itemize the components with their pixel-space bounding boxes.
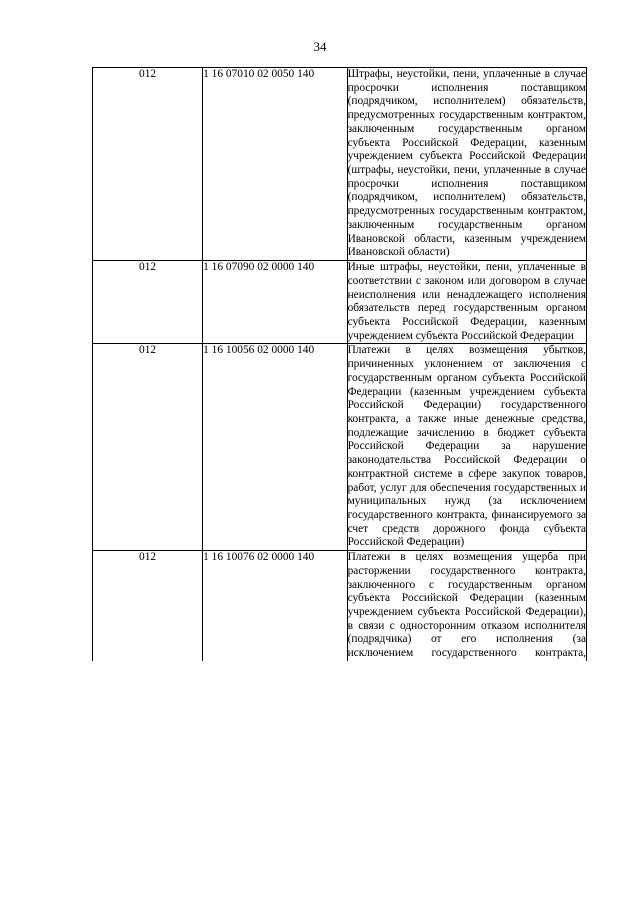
admin-code-cell: 012 <box>93 551 203 661</box>
kbk-code-cell: 1 16 07010 02 0050 140 <box>203 68 347 261</box>
admin-code-cell: 012 <box>93 344 203 551</box>
revenue-name-cell: Иные штрафы, неустойки, пени, уплаченные в соответствии с законом или договором в случае неисполнения или ненадлежащего исполнения обязательств перед государственным органом субъекта Российской Федерации, казенным учреждением субъекта Российской Федерации <box>347 261 586 344</box>
revenue-name-cell: Платежи в целях возмещения убытков, причиненных уклонением от заключения с государственным органом субъекта Российской Федерации (казенным учреждением субъекта Российской Федерации) государственного контракта, а также иные денежные средства, подлежащие зачислению в бюджет субъекта Российской Федерации за нарушение законодательства Российской Федерации о контрактной системе в сфере закупок товаров, работ, услуг для обеспечения государственных и муниципальных нужд (за исключением государственного контракта, финансируемого за счет средств дорожного фонда субъекта Российской Федерации) <box>347 344 586 551</box>
kbk-code-cell: 1 16 07090 02 0000 140 <box>203 261 347 344</box>
admin-code-cell: 012 <box>93 261 203 344</box>
admin-code-cell: 012 <box>93 68 203 261</box>
table-row <box>93 551 587 661</box>
revenue-name-cell: Платежи в целях возмещения ущерба при расторжении государственного контракта, заключенного с государственным органом субъекта Российской Федерации (казенным учреждением субъекта Российской Федерации), в связи с односторонним отказом исполнителя (подрядчика) от его исполнения (за исключением государственного контракта, <box>347 551 586 660</box>
table-row <box>93 261 587 344</box>
table-row <box>93 344 587 551</box>
kbk-code-cell: 1 16 10076 02 0000 140 <box>203 551 347 661</box>
revenue-name-cell: Штрафы, неустойки, пени, уплаченные в случае просрочки исполнения поставщиком (подрядчиком, исполнителем) обязательств, предусмотренных государственным контрактом, заключенным государственным органом субъекта Российской Федерации, казенным учреждением субъекта Российской Федерации (штрафы, неустойки, пени, уплаченные в случае просрочки исполнения поставщиком (подрядчиком, исполнителем) обязательств, предусмотренных государственным контрактом, заключенным государственным органом Ивановской области, казенным учреждением Ивановской области) <box>347 68 586 261</box>
page-number: 34 <box>313 39 327 54</box>
budget-revenue-table <box>92 67 587 661</box>
kbk-code-cell: 1 16 10056 02 0000 140 <box>203 344 347 551</box>
table-row <box>93 68 587 261</box>
